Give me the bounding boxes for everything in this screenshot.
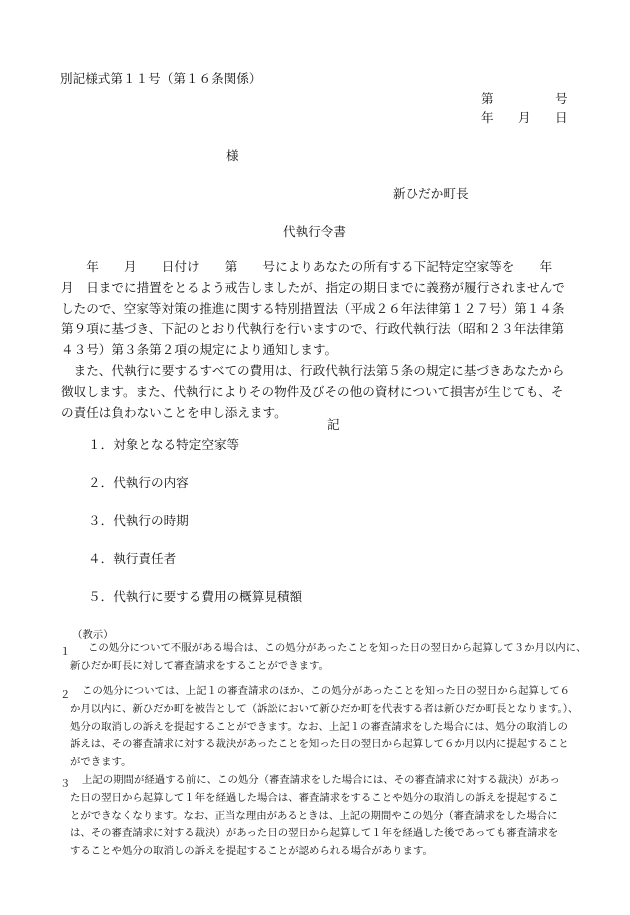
notice-number: ３ <box>60 778 71 790</box>
notice-heading: （教示） <box>72 629 114 641</box>
notice-text <box>70 683 579 772</box>
notice-line: ができます。 <box>70 756 132 769</box>
item-2: ２．代執行の内容 <box>88 475 189 490</box>
document-number-prefix: 第 <box>481 91 494 106</box>
date-year: 年 <box>481 110 494 125</box>
notice-line: この処分について不服がある場合は、この処分があったことを知った日の翌日から起算して３か月以内に、 <box>88 642 587 654</box>
issuer: 新ひだか町長 <box>393 186 469 201</box>
notice-text <box>70 640 587 676</box>
form-id: 別記様式第１１号（第１６条関係） <box>60 71 262 86</box>
notice-line: することや処分の取消しの訴えを提起することが認められる場合があります。 <box>70 845 433 858</box>
notice-line: とができなくなります。なお、正当な理由があるときは、上記の期間やこの処分（審査請求をした場合に <box>70 809 558 822</box>
notice-number: １ <box>60 646 71 658</box>
body-line: 徴収します。また、代執行によりその物件及びその他の資材について損害が生じても、そ <box>61 383 564 399</box>
notice-line: 処分の取消しの訴えを提起することができます。なお、上記１の審査請求をした場合には、処分の取消しの <box>70 720 568 733</box>
notice-text <box>70 772 560 861</box>
body-line: また、代執行に要するすべての費用は、行政代執行法第５条の規定に基づきあなたから <box>61 363 565 378</box>
notice-number: ２ <box>60 689 71 701</box>
body-paragraph-2 <box>61 361 565 423</box>
document-number-suffix: 号 <box>555 91 568 106</box>
notice-line: この処分については、上記１の審査請求のほか、この処分があったことを知った日の翌日から起算して６ <box>82 685 571 697</box>
body-line: の責任は負わないことを申し添えます。 <box>61 404 287 420</box>
body-line: 月 日までに措置をとるよう戒告しましたが、指定の期日までに義務が履行されませんで <box>61 279 565 295</box>
item-5: ５．代執行に要する費用の概算見積額 <box>88 589 303 604</box>
item-3: ３．代執行の時期 <box>88 513 189 528</box>
notice-line: 新ひだか町長に対して審査請求をすることができます。 <box>70 659 329 672</box>
addressee-suffix: 様 <box>226 148 239 163</box>
notice-line: 訴えは、その審査請求に対する裁決があったことを知った日の翌日から起算して６か月以内に提起すること <box>70 738 569 751</box>
body-line: 年 月 日付け 第 号によりあなたの所有する下記特定空家等を 年 <box>61 259 553 274</box>
notice-line: た日の翌日から起算して１年を経過した場合は、審査請求をすることや処分の取消しの訴えを提起するこ <box>70 791 559 804</box>
notice-line: か月以内に、新ひだか町を被告として（訴訟において新ひだか町を代表する者は新ひだか町長となります。）、 <box>70 702 579 715</box>
body-line: 第９項に基づき、下記のとおり代執行を行いますので、行政代執行法（昭和２３年法律第 <box>61 321 564 337</box>
notice-line: は、その審査請求に対する裁決）があった日の翌日から起算して１年を経過した後であっても審査請求を <box>70 827 559 840</box>
date-day: 日 <box>555 110 568 125</box>
item-4: ４．執行責任者 <box>88 551 177 566</box>
body-paragraph-1 <box>61 257 565 361</box>
item-1: １．対象となる特定空家等 <box>88 437 240 452</box>
notice-line: 上記の期間が経過する前に、この処分（審査請求をした場合には、その審査請求に対する裁決）があっ <box>82 774 560 786</box>
date-month: 月 <box>518 110 531 125</box>
document-title: 代執行令書 <box>283 224 346 239</box>
body-line: したので、空家等対策の推進に関する特別措置法（平成２６年法律第１２７号）第１４条 <box>61 300 565 316</box>
body-line: ４３号）第３条第２項の規定により通知します。 <box>61 342 338 358</box>
ki-heading: 記 <box>327 417 340 432</box>
